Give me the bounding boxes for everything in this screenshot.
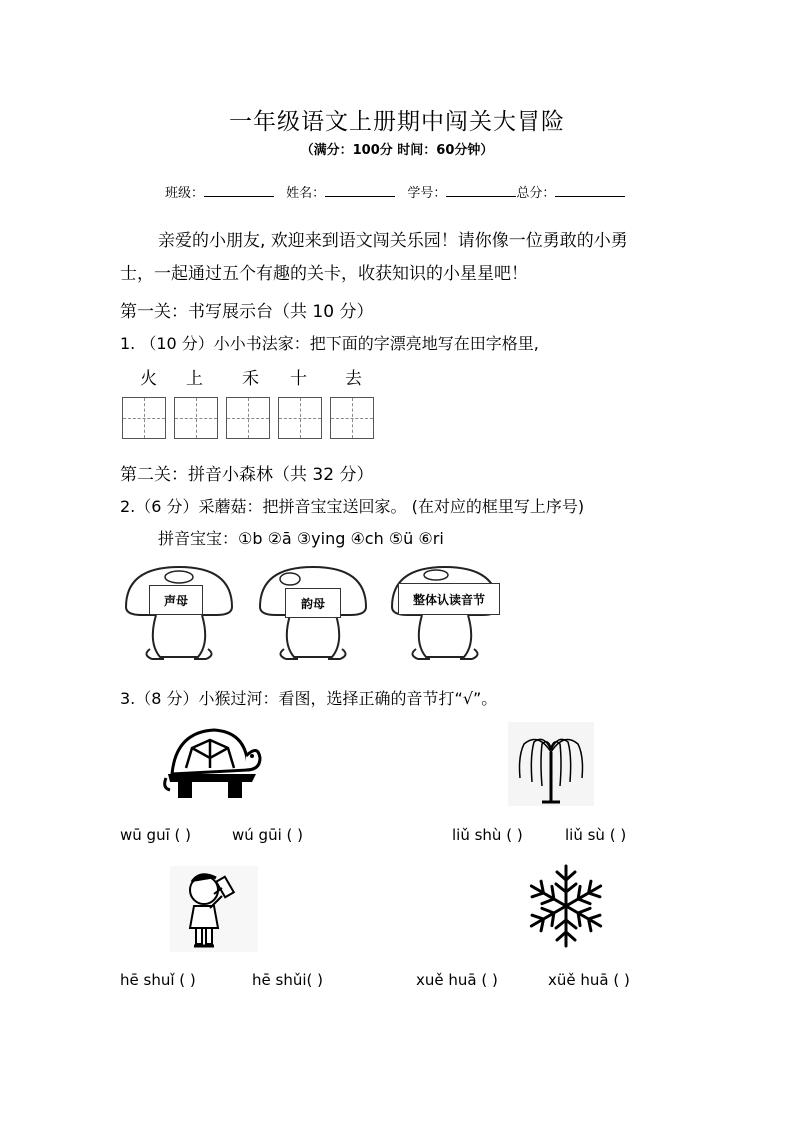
- char-4: 十: [290, 369, 307, 389]
- label-finals[interactable]: 韵母: [285, 588, 341, 618]
- intro-line-2: 士，一起通过五个有趣的关卡，收获知识的小星星吧！: [120, 264, 528, 284]
- student-info-row: [165, 182, 633, 201]
- page-title: 一年级语文上册期中闯关大冒险: [229, 109, 565, 135]
- id-field[interactable]: [446, 184, 516, 197]
- willow-tree-icon: [508, 722, 594, 806]
- writing-grid-5[interactable]: [330, 397, 374, 439]
- pinyin-list: 拼音宝宝：①b ②ā ③ying ④ch ⑤ü ⑥ri: [158, 529, 444, 548]
- score-label: 总分：: [516, 186, 556, 201]
- class-label: 班级：: [165, 186, 205, 201]
- option-drink-1[interactable]: hē shuǐ ( ): [120, 971, 196, 989]
- option-willow-2[interactable]: liǔ sù ( ): [565, 826, 627, 844]
- snowflake-icon: [522, 862, 610, 950]
- writing-grid-1[interactable]: [122, 397, 166, 439]
- section-1-title: 第一关：书写展示台（共 10 分）: [120, 302, 374, 322]
- label-initials[interactable]: 声母: [149, 585, 203, 615]
- char-5: 去: [345, 369, 362, 389]
- section-2-title: 第二关：拼音小森林（共 32 分）: [120, 465, 374, 485]
- turtle-icon: [162, 718, 262, 804]
- char-1: 火: [140, 369, 157, 389]
- writing-grid-4[interactable]: [278, 397, 322, 439]
- class-field[interactable]: [204, 184, 274, 197]
- question-1-text: 1. （10 分）小小书法家：把下面的字漂亮地写在田字格里,: [120, 334, 539, 353]
- page-subtitle: （满分：100分 时间：60分钟）: [300, 143, 494, 158]
- option-snow-1[interactable]: xuě huā ( ): [416, 971, 498, 989]
- intro-line-1: 亲爱的小朋友, 欢迎来到语文闯关乐园！请你像一位勇敢的小勇: [158, 231, 628, 251]
- option-turtle-2[interactable]: wú gūi ( ): [232, 826, 303, 844]
- label-whole-syllables[interactable]: 整体认读音节: [398, 583, 500, 615]
- option-snow-2[interactable]: xüě huā ( ): [548, 971, 630, 989]
- char-2: 上: [186, 369, 203, 389]
- option-turtle-1[interactable]: wū guī ( ): [120, 826, 191, 844]
- child-drinking-icon: [170, 866, 258, 952]
- name-field[interactable]: [325, 184, 395, 197]
- id-label: 学号：: [407, 186, 447, 201]
- score-field[interactable]: [555, 184, 625, 197]
- writing-grid-3[interactable]: [226, 397, 270, 439]
- name-label: 姓名：: [286, 186, 326, 201]
- option-drink-2[interactable]: hē shǔi( ): [252, 971, 323, 989]
- question-3-text: 3.（8 分）小猴过河：看图，选择正确的音节打“√”。: [120, 689, 498, 708]
- char-3: 禾: [242, 369, 259, 389]
- writing-grid-2[interactable]: [174, 397, 218, 439]
- question-2-text: 2.（6 分）采蘑菇：把拼音宝宝送回家。 (在对应的框里写上序号): [120, 497, 585, 516]
- option-willow-1[interactable]: liǔ shù ( ): [452, 826, 523, 844]
